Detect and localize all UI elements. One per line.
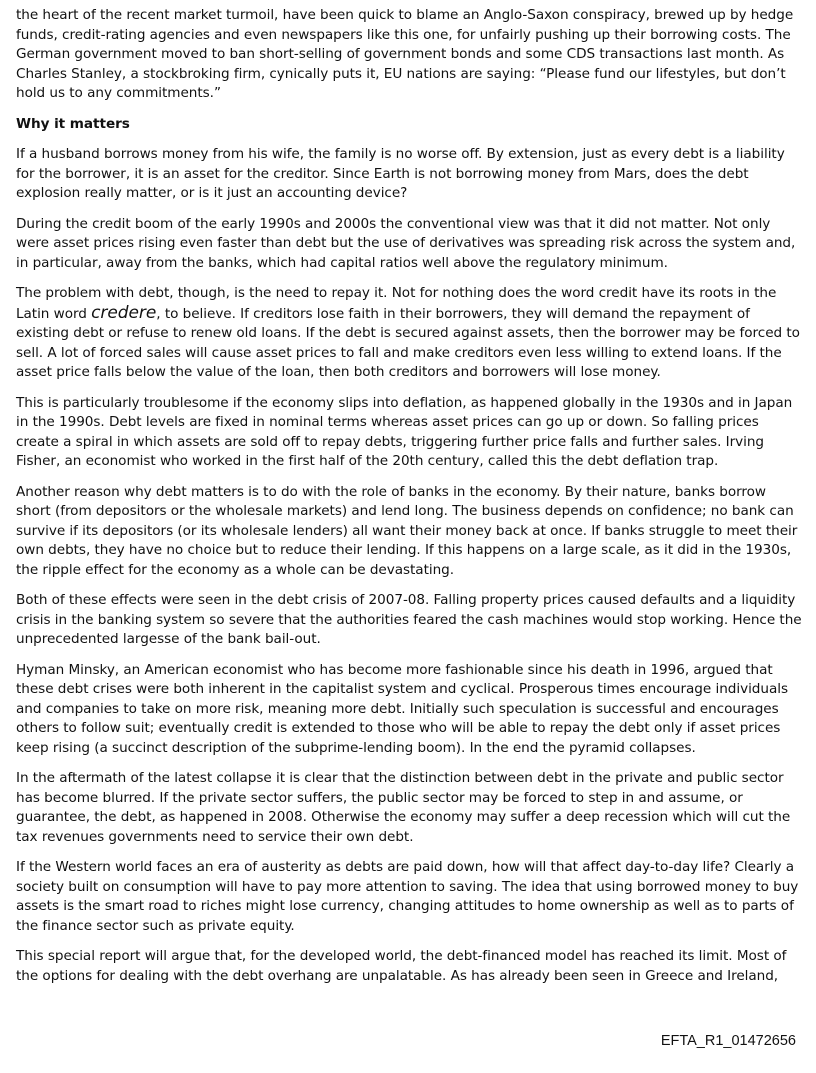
section-heading: Why it matters (16, 115, 130, 132)
paragraph-repay-after: , to believe. If creditors lose faith in their borrowers, they will demand the repayment of existing debt or refuse to renew old loans. If the debt is secured against assets, then the borrower may be forced to sell. A lot of forced sales will cause asset prices to fall and make creditors even less willing to extend loans. If the asset price falls below the value of the loan, then both creditors and borrowers will lose money. (16, 305, 800, 380)
paragraph-credit-boom: During the credit boom of the early 1990s and 2000s the conventional view was that it did not matter. Not only were asset prices rising even faster than debt but the use of derivatives was spreading risk across the system and, in particular, away from the banks, which had capital ratios well above the regulatory minimum. (16, 215, 796, 271)
paragraph-repay-before: The problem with debt, though, is the need to repay it. Not for nothing does the word credit have its roots in the Latin word (16, 285, 777, 322)
paragraph-special-report: This special report will argue that, for the developed world, the debt-financed model has reached its limit. Most of the options for dealing with the debt overhang are unpalatable. As has already been seen in Greece and Ireland, (16, 948, 787, 984)
intro-paragraph: the heart of the recent market turmoil, have been quick to blame an Anglo-Saxon conspiracy, brewed up by hedge funds, credit-rating agencies and even newspapers like this one, for unfairly pushing up their borrowing costs. The German government moved to ban short-selling of government bonds and some CDS transactions last month. As Charles Stanley, a stockbroking firm, cynically puts it, EU nations are saying: “Please fund our lifestyles, but don’t hold us to any commitments.” (16, 7, 794, 101)
latin-word: credere (91, 302, 157, 323)
paragraph-banks: Another reason why debt matters is to do with the role of banks in the economy. By their nature, banks borrow short (from depositors or the wholesale markets) and lend long. The business depends on confidence; no bank can survive if its depositors (or its wholesale lenders) all want their money back at once. If banks struggle to meet their own debts, they have no choice but to reduce their lending. If this happens on a large scale, as it did in the 1930s, the ripple effect for the economy as a whole can be devastating. (16, 483, 798, 578)
paragraph-repay (16, 284, 804, 383)
paragraph-deflation: This is particularly troublesome if the economy slips into deflation, as happened globally in the 1930s and in Japan in the 1990s. Debt levels are fixed in nominal terms whereas asset prices can go up or down. So falling prices create a spiral in which assets are sold off to repay debts, triggering further price falls and further sales. Irving Fisher, an economist who worked in the first half of the 20th century, called this the debt deflation trap. (16, 394, 793, 469)
paragraph-minsky: Hyman Minsky, an American economist who has become more fashionable since his death in 1996, argued that these debt crises were both inherent in the capitalist system and cyclical. Prosperous times encourage individuals and companies to take on more risk, meaning more debt. Initially such speculation is successful and encourages others to follow suit; eventually credit is extended to those who will be able to repay the debt only if asset prices keep rising (a succinct description of the subprime-lending boom). In the end the pyramid collapses. (16, 661, 788, 756)
paragraph-aftermath: In the aftermath of the latest collapse it is clear that the distinction between debt in the private and public sector has become blurred. If the private sector suffers, the public sector may be forced to step in and assume, or guarantee, the debt, as happened in 2008. Otherwise the economy may suffer a deep recession which will cut the tax revenues governments need to service their own debt. (16, 770, 791, 845)
paragraph-debt-crisis: Both of these effects were seen in the debt crisis of 2007-08. Falling property prices caused defaults and a liquidity crisis in the banking system so severe that the authorities feared the cash machines would stop working. Hence the unprecedented largesse of the bank bail-out. (16, 592, 802, 647)
paragraph-austerity: If the Western world faces an era of austerity as debts are paid down, how will that affect day-to-day life? Clearly a society built on consumption will have to pay more attention to saving. The idea that using borrowed money to buy assets is the smart road to riches might lose currency, changing attitudes to home ownership as well as to parts of the finance sector such as private equity. (16, 859, 799, 934)
document-id: EFTA_R1_01472656 (660, 1033, 796, 1049)
paragraph-husband: If a husband borrows money from his wife, the family is no worse off. By extension, just as every debt is a liability for the borrower, it is an asset for the creditor. Since Earth is not borrowing money from Mars, does the debt explosion really matter, or is it just an accounting device? (16, 146, 785, 201)
article-body (16, 6, 804, 997)
